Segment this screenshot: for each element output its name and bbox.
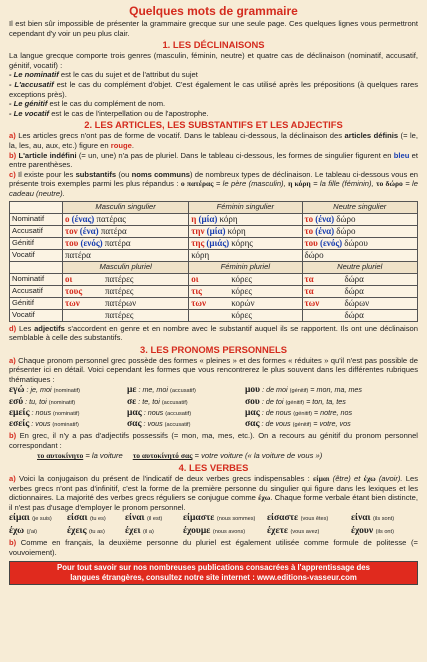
pronoun-case: (génitif) xyxy=(285,399,305,406)
indefinite-article: (ένα) xyxy=(315,225,335,236)
indefinite-article: (μία) xyxy=(198,213,218,224)
pronoun-possessive: = ton, ta, tes xyxy=(304,396,346,406)
pronoun-greek: μου xyxy=(245,385,261,396)
pronoun-greek: σας xyxy=(127,419,142,430)
noun-form: πατέρων xyxy=(105,297,137,308)
pronoun-cell xyxy=(245,419,418,430)
verb-greek: είσαι xyxy=(67,513,88,524)
pronoun-case: (accusatif) xyxy=(161,399,188,406)
verb-form xyxy=(183,512,267,525)
noun-form: κόρη xyxy=(219,213,238,224)
table-corner xyxy=(10,201,63,213)
s1-bullet-accusatif: - L'accusatif est le cas du complément d'objet. C'est également le cas utilisé après les prépositions (à quelques rares exceptions près). xyxy=(9,79,418,99)
noun-form: κόρης xyxy=(231,237,253,248)
pronoun-meaning: : te, toi xyxy=(136,396,162,406)
s3-point-b: b) En grec, il n'y a pas d'adjectifs possessifs (= mon, ma, mes, etc.). On a recours au génitif du pronom personnel correspondant : xyxy=(9,431,418,450)
table-cell xyxy=(302,213,418,225)
case-label: Accusatif xyxy=(10,285,63,297)
pronoun-greek: σε xyxy=(127,396,137,407)
pronoun-meaning: : de toi xyxy=(259,396,286,406)
table-row xyxy=(10,273,418,285)
s1-bullet-nominatif: - Le nominatif est le cas du sujet et de l'attribut du sujet xyxy=(9,70,198,80)
indefinite-article: (ένας) xyxy=(71,213,95,224)
table-column-header: Neutre singulier xyxy=(302,201,418,213)
pronoun-cell xyxy=(127,397,245,408)
noun-form: πατέρες xyxy=(105,273,134,284)
definite-article: των xyxy=(65,297,80,308)
verb-form xyxy=(267,525,351,538)
conjugation-row xyxy=(9,512,418,525)
noun-form: δώρα xyxy=(344,309,364,320)
conjugation-list xyxy=(9,512,418,538)
table-cell xyxy=(63,249,189,261)
pronoun-cell xyxy=(9,385,127,396)
table-cell xyxy=(189,213,302,225)
verb-form xyxy=(67,512,125,525)
verb-translation: (tu as) xyxy=(88,529,105,536)
table-column-header: Féminin pluriel xyxy=(189,261,302,273)
verb-greek: έχω xyxy=(9,526,25,537)
pronoun-row xyxy=(9,408,418,419)
verb-form xyxy=(67,525,125,538)
noun-form: κόρη xyxy=(227,225,246,236)
table-cell xyxy=(63,309,189,321)
verb-translation: (il a) xyxy=(142,529,154,536)
noun-form: κόρη xyxy=(191,249,210,260)
table-cell xyxy=(63,273,189,285)
table-column-header: Neutre pluriel xyxy=(302,261,418,273)
verb-greek: είναι xyxy=(125,513,145,524)
verb-greek: είμαι xyxy=(9,513,30,524)
definite-article: των xyxy=(191,297,206,308)
noun-form: πατέρα xyxy=(104,237,131,248)
definite-article: της xyxy=(191,237,205,248)
table-cell xyxy=(189,225,302,237)
verb-translation: (nous sommes) xyxy=(216,516,256,523)
noun-form: πατέρες xyxy=(105,285,134,296)
pronoun-meaning: : de vous xyxy=(259,419,293,429)
section-4-heading: 4. LES VERBES xyxy=(178,462,249,474)
table-cell xyxy=(189,237,302,249)
pronoun-cell xyxy=(245,408,418,419)
definite-article: του xyxy=(304,237,318,248)
pronoun-case: (nominatif) xyxy=(48,399,76,406)
noun-form: δώρα xyxy=(344,273,364,284)
footer-banner xyxy=(9,561,418,585)
table-column-header: Masculin pluriel xyxy=(63,261,189,273)
table-cell xyxy=(63,237,189,249)
verb-form xyxy=(9,525,67,538)
table-cell xyxy=(302,297,418,309)
section-2-heading: 2. LES ARTICLES, LES SUBSTANTIFS ET LES ADJECTIFS xyxy=(84,119,343,131)
footer-line-2: langues étrangères, consultez notre site internet : www.editions-vasseur.com xyxy=(70,572,357,582)
pronoun-cell xyxy=(245,397,418,408)
noun-form: δώρο xyxy=(336,213,356,224)
verb-form xyxy=(351,525,411,538)
definite-article: η xyxy=(191,213,197,224)
noun-form: κόρες xyxy=(231,309,252,320)
pronoun-meaning: : me, moi xyxy=(136,385,171,395)
pronoun-meaning: : vous xyxy=(141,419,165,429)
noun-form: δώρα xyxy=(344,285,364,296)
verb-translation: (ils ont) xyxy=(375,529,394,536)
verb-greek: έχει xyxy=(125,526,141,537)
definite-article: το xyxy=(304,213,314,224)
pronoun-case: (génitif) xyxy=(292,422,312,429)
definite-article: το xyxy=(304,225,314,236)
definite-article: τον xyxy=(65,225,78,236)
s4-point-a: a) Voici la conjugaison du présent de l'indicatif de deux verbes grecs indispensables : είμαι (être) et έχω (avoir). Les verbes grecs n'ont pas d'infinitif, c'est la forme de la première personne du singulier qui figure dans les lexiques et les dictionnaires. La majorité des verbes grecs réguliers se conjugue comme έχω. Chaque forme verbale étant bien distincte, il n'est pas d'usage d'employer le pronom personnel. xyxy=(9,474,419,512)
verb-translation: (tu es) xyxy=(89,516,106,523)
noun-form: πατέρας xyxy=(96,213,126,224)
verb-form xyxy=(125,512,183,525)
indefinite-article: (ένα) xyxy=(315,213,335,224)
pronoun-meaning: : nous xyxy=(29,407,54,417)
pronoun-cell xyxy=(127,419,245,430)
verb-greek: είναι xyxy=(351,513,371,524)
pronoun-greek: εσύ xyxy=(9,396,24,407)
section-3-heading: 3. LES PRONOMS PERSONNELS xyxy=(140,343,287,355)
definite-article: τις xyxy=(191,285,202,296)
indefinite-article: (ένα) xyxy=(79,225,99,236)
case-label: Nominatif xyxy=(10,273,63,285)
verb-greek: έχουμε xyxy=(183,526,211,537)
table-cell xyxy=(189,309,302,321)
case-label: Nominatif xyxy=(10,213,63,225)
pronoun-meaning: : je, moi xyxy=(24,385,54,395)
table-cell xyxy=(302,285,418,297)
noun-form: δώρων xyxy=(344,297,370,308)
section-1-heading: 1. LES DÉCLINAISONS xyxy=(162,39,265,51)
table-cell xyxy=(63,213,189,225)
table-column-header: Féminin singulier xyxy=(189,201,302,213)
verb-greek: είμαστε xyxy=(183,513,215,524)
table-cell xyxy=(302,309,418,321)
noun-form: πατέρες xyxy=(105,309,134,320)
table-cell xyxy=(63,285,189,297)
noun-form: πατέρα xyxy=(100,225,127,236)
definite-article: του xyxy=(65,237,79,248)
pronoun-case: (accusatif) xyxy=(170,388,196,395)
pronoun-cell xyxy=(9,408,127,419)
table-header-row xyxy=(10,201,418,213)
pronoun-possessive: = mon, ma, mes xyxy=(308,385,363,395)
table-row xyxy=(10,225,418,237)
pronoun-row xyxy=(9,385,418,396)
pronoun-greek: μας xyxy=(245,407,260,418)
definite-article: τους xyxy=(65,285,83,296)
pronoun-case: (accusatif) xyxy=(165,410,192,417)
noun-form: δώρο xyxy=(304,249,324,260)
pronoun-meaning: : nous xyxy=(141,407,166,417)
pronoun-case: (nominatif) xyxy=(53,410,80,417)
pronoun-greek: εσείς xyxy=(9,419,30,430)
table-row xyxy=(10,249,418,261)
pronoun-row xyxy=(9,397,418,408)
noun-form: κόρες xyxy=(231,273,252,284)
pronoun-meaning: : de moi xyxy=(260,385,290,395)
verb-greek: έχετε xyxy=(267,526,288,537)
definite-article: τα xyxy=(304,273,314,284)
table-cell xyxy=(189,297,302,309)
table-cell xyxy=(189,273,302,285)
pronoun-case: (nominatif) xyxy=(53,388,81,395)
noun-form: κορών xyxy=(231,297,255,308)
s1-bullet-vocatif: - Le vocatif est le cas de l'interpellation ou de l'apostrophe. xyxy=(9,108,209,118)
pronoun-possessive: = votre, vos xyxy=(311,419,351,429)
table-cell xyxy=(189,285,302,297)
page-title: Quelques mots de grammaire xyxy=(129,4,298,18)
verb-translation: (vous avez) xyxy=(290,529,320,536)
verb-translation: (nous avons) xyxy=(212,529,246,536)
verb-form xyxy=(183,525,267,538)
verb-form xyxy=(351,512,411,525)
definite-article: των xyxy=(304,297,320,308)
s1-bullet-genitif: - Le génitif est le cas du complément de nom. xyxy=(9,99,166,109)
intro-text: Il est bien sûr impossible de présenter la grammaire grecque sur une seule page. Ces quelques lignes vous permettront cependant d'y voir un peu plus clair. xyxy=(9,19,418,38)
verb-translation: (il est) xyxy=(147,516,163,523)
table-row xyxy=(10,309,418,321)
pronoun-meaning: : de nous xyxy=(259,407,294,417)
case-label: Accusatif xyxy=(10,225,63,237)
verb-translation: (vous êtes) xyxy=(300,516,329,523)
indefinite-article: (μιάς) xyxy=(206,237,230,248)
table-row xyxy=(10,237,418,249)
s2-point-b: b) L'article indéfini (= un, une) n'a pas de pluriel. Dans le tableau ci-dessous, les formes de singulier figurent en bleu et entre parenthèses. xyxy=(9,150,418,170)
table-cell xyxy=(63,297,189,309)
table-row xyxy=(10,297,418,309)
case-label: Génitif xyxy=(10,237,63,249)
pronoun-greek: εγώ xyxy=(9,385,25,396)
definite-article: ο xyxy=(65,213,70,224)
noun-form: πατέρα xyxy=(65,249,91,260)
table-header-row xyxy=(10,261,418,273)
pronoun-greek: με xyxy=(127,385,137,396)
s2-point-d: d) Les adjectifs s'accordent en genre et en nombre avec le substantif auquel ils se rapportent. Ils ont une déclinaison semblable à celle des substantifs. xyxy=(9,323,418,343)
table-cell xyxy=(302,237,418,249)
table-corner xyxy=(10,261,63,273)
footer-line-1: Pour tout savoir sur nos nombreuses publications consacrées à l'apprentissage des xyxy=(57,562,370,572)
verb-translation: (j'ai) xyxy=(26,529,38,536)
s3-point-a: a) Chaque pronom personnel grec possède des formes « pleines » et des formes « réduites » qu'il n'est pas possible de présenter ici en détail. Voici cependant les formes que vous rencontrerez le plus souvent dans les différentes rubriques thématiques : xyxy=(9,355,418,384)
pronoun-possessive: = notre, nos xyxy=(311,407,353,417)
pronoun-row xyxy=(9,419,418,430)
table-cell xyxy=(63,225,189,237)
noun-form: δώρο xyxy=(336,225,356,236)
indefinite-article: (μία) xyxy=(206,225,226,236)
table-row xyxy=(10,285,418,297)
indefinite-article: (ενός) xyxy=(319,237,343,248)
case-label: Vocatif xyxy=(10,249,63,261)
pronoun-meaning: : tu, toi xyxy=(23,396,49,406)
verb-greek: είσαστε xyxy=(267,513,299,524)
definite-article: την xyxy=(191,225,205,236)
pronoun-case: (nominatif) xyxy=(52,422,79,429)
verb-translation: (ils sont) xyxy=(373,516,395,523)
definite-article: τα xyxy=(304,285,314,296)
table-cell xyxy=(189,249,302,261)
s1-paragraph: La langue grecque comporte trois genres (masculin, féminin, neutre) et quatre cas de déclinaison (nominatif, accusatif, génitif, vocatif) : xyxy=(9,51,418,70)
s3-examples: το αυτοκίνητο = la voiture το αυτοκίνητό σας = votre voiture (« la voiture de vous ») xyxy=(37,451,323,461)
verb-form xyxy=(267,512,351,525)
pronoun-cell xyxy=(9,419,127,430)
pronoun-cell xyxy=(9,397,127,408)
table-cell xyxy=(302,273,418,285)
declension-table xyxy=(9,201,418,322)
verb-greek: έχεις xyxy=(67,526,87,537)
noun-form: δώρου xyxy=(344,237,368,248)
conjugation-row xyxy=(9,525,418,538)
case-label: Génitif xyxy=(10,297,63,309)
pronoun-list xyxy=(9,385,418,430)
case-label: Vocatif xyxy=(10,309,63,321)
definite-article: οι xyxy=(191,273,199,284)
verb-form xyxy=(9,512,67,525)
s2-point-c: c) Il existe pour les substantifs (ou noms communs) de nombreux types de déclinaison. Le tableau ci-dessous vous en présente trois exemples parmi les plus répandus : ο πατέρας = le père (masculin), η κόρη = la fille (féminin), το δώρο = le cadeau (neutre). xyxy=(9,169,419,198)
table-cell xyxy=(302,249,418,261)
definite-article: οι xyxy=(65,273,73,284)
table-column-header: Masculin singulier xyxy=(63,201,189,213)
pronoun-meaning: : vous xyxy=(29,419,53,429)
pronoun-cell xyxy=(127,408,245,419)
verb-greek: έχουν xyxy=(351,526,374,537)
pronoun-greek: σας xyxy=(245,419,260,430)
s2-point-a: a) Les articles grecs n'ont pas de forme de vocatif. Dans le tableau ci-dessous, la déclinaison des articles définis (= le, la, les, au, aux, etc.) figure en rouge. xyxy=(9,131,418,150)
s4-point-b: b) Comme en français, la deuxième personne du pluriel est également utilisée comme formule de politesse (= vouvoiement). xyxy=(9,538,418,558)
pronoun-cell xyxy=(245,385,418,396)
pronoun-case: (accusatif) xyxy=(164,422,191,429)
verb-translation: (je suis) xyxy=(32,516,52,523)
pronoun-cell xyxy=(127,385,245,396)
pronoun-greek: εμείς xyxy=(9,407,30,418)
table-row xyxy=(10,213,418,225)
pronoun-case: (génitif) xyxy=(293,410,312,417)
pronoun-greek: μας xyxy=(127,407,142,418)
verb-form xyxy=(125,525,183,538)
pronoun-greek: σου xyxy=(245,396,260,407)
noun-form: κόρες xyxy=(231,285,252,296)
table-cell xyxy=(302,225,418,237)
indefinite-article: (ενός) xyxy=(80,237,103,248)
pronoun-case: (génitif) xyxy=(289,388,309,395)
